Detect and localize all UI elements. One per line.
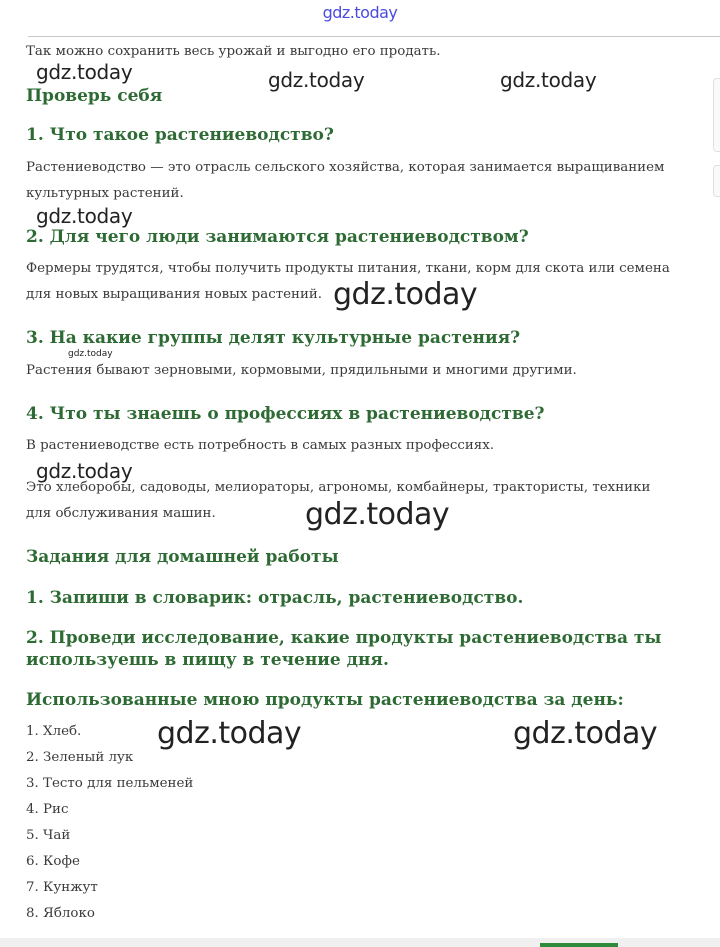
task-heading: 1. Запиши в словарик: отрасль, растениеводство.	[26, 588, 524, 608]
list-item: 8. Яблоко	[26, 906, 95, 921]
list-item: 5. Чай	[26, 828, 71, 843]
task-heading: используешь в пищу в течение дня.	[26, 650, 389, 670]
question-heading: 4. Что ты знаешь о профессиях в растениеводстве?	[26, 404, 545, 424]
watermark: gdz.today	[157, 716, 302, 751]
side-tab[interactable]	[713, 165, 720, 197]
question-heading: 2. Для чего люди занимаются растениеводством?	[26, 227, 529, 247]
answer-text: для новых выращивания новых растений.	[26, 287, 323, 302]
bottom-accent-bar[interactable]	[540, 943, 618, 947]
list-item: 3. Тесто для пельменей	[26, 776, 194, 791]
question-heading: 1. Что такое растениеводство?	[26, 125, 334, 145]
watermark: gdz.today	[333, 277, 478, 312]
watermark: gdz.today	[500, 68, 597, 92]
check-yourself-heading: Проверь себя	[26, 86, 163, 106]
watermark: gdz.today	[36, 60, 133, 84]
watermark: gdz.today	[513, 716, 658, 751]
homework-heading: Задания для домашней работы	[26, 547, 339, 567]
answer-text: Это хлеборобы, садоводы, мелиораторы, агрономы, комбайнеры, трактористы, техники	[26, 480, 651, 495]
side-tab[interactable]	[713, 78, 720, 152]
answer-text: В растениеводстве есть потребность в самых разных профессиях.	[26, 438, 495, 453]
list-item: 2. Зеленый лук	[26, 750, 134, 765]
watermark: gdz.today	[268, 68, 365, 92]
list-item: 1. Хлеб.	[26, 724, 82, 739]
site-logo[interactable]: gdz.today	[322, 3, 398, 22]
list-item: 7. Кунжут	[26, 880, 98, 895]
answer-text: Фермеры трудятся, чтобы получить продукты питания, ткани, корм для скота или семена	[26, 261, 670, 276]
answer-text: Растениеводство — это отрасль сельского хозяйства, которая занимается выращиванием	[26, 160, 665, 175]
list-item: 4. Рис	[26, 802, 69, 817]
watermark: gdz.today	[36, 204, 133, 228]
answer-text: для обслуживания машин.	[26, 506, 216, 521]
watermark: gdz.today	[36, 459, 133, 483]
list-item: 6. Кофе	[26, 854, 80, 869]
watermark: gdz.today	[305, 497, 450, 532]
task-heading: 2. Проведи исследование, какие продукты растениеводства ты	[26, 628, 662, 648]
watermark: gdz.today	[68, 349, 113, 359]
intro-text: Так можно сохранить весь урожай и выгодно его продать.	[26, 44, 441, 59]
answer-text: Растения бывают зерновыми, кормовыми, прядильными и многими другими.	[26, 363, 577, 378]
answer-text: культурных растений.	[26, 186, 184, 201]
question-heading: 3. На какие группы делят культурные растения?	[26, 328, 521, 348]
products-heading: Использованные мною продукты растениеводства за день:	[26, 690, 624, 710]
header-divider	[28, 36, 720, 37]
